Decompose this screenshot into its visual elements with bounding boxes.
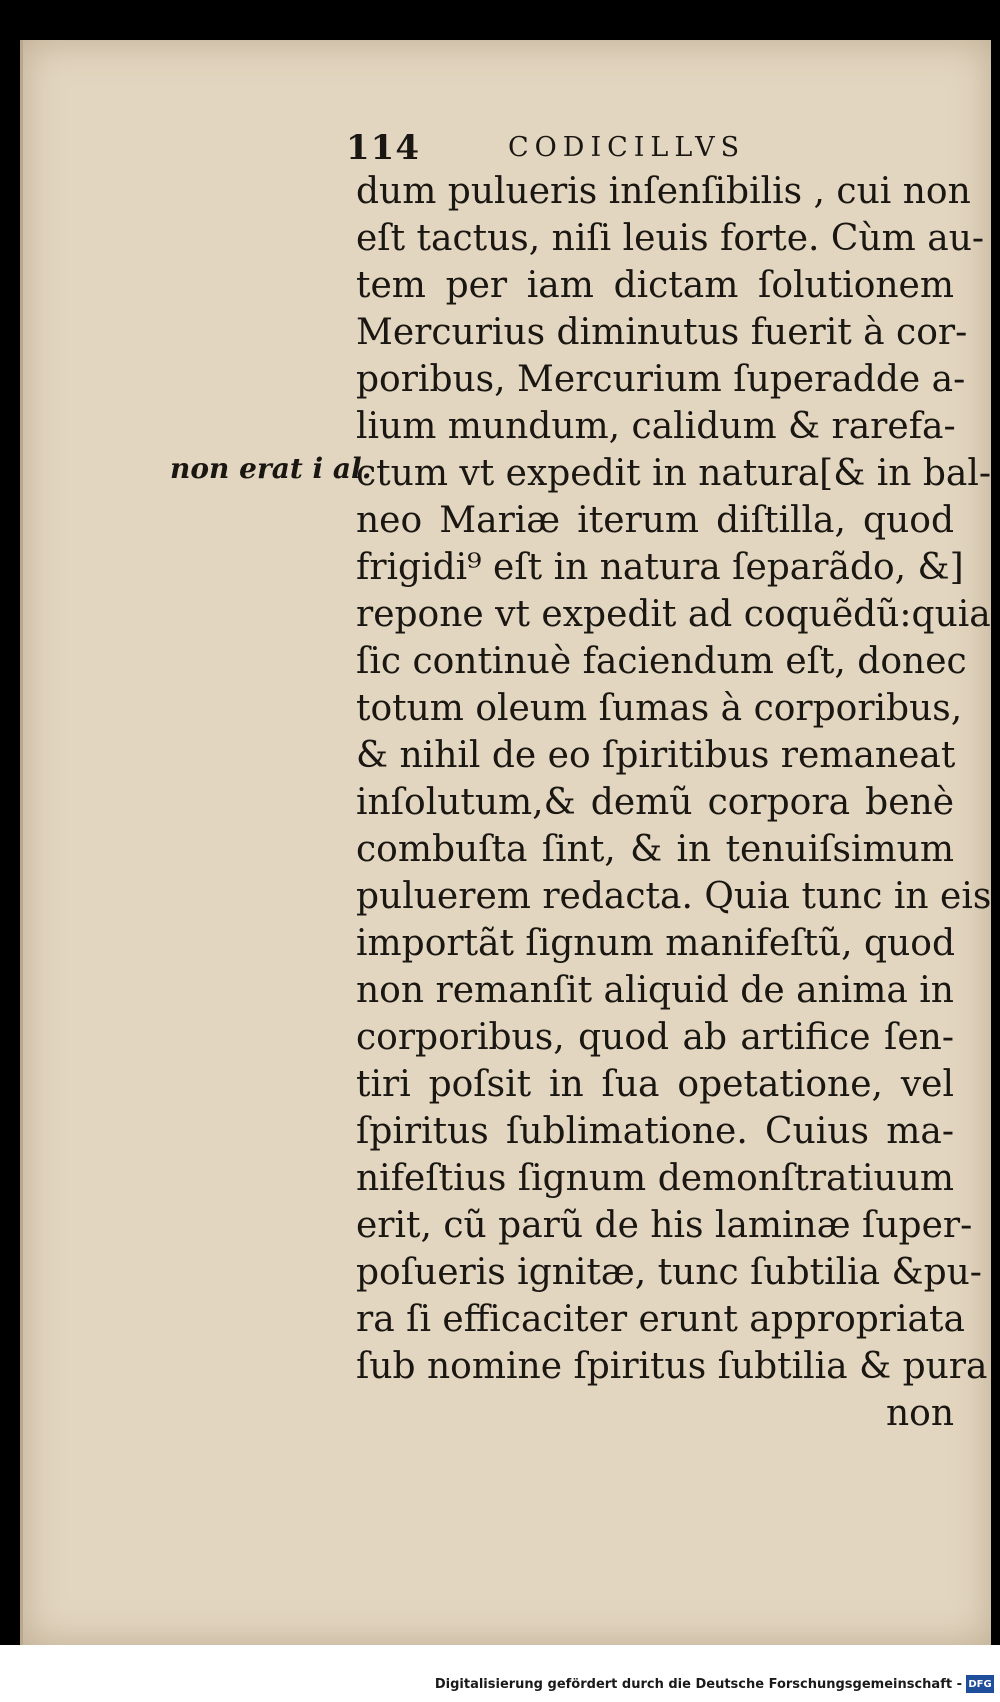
funding-credit: Digitalisierung gefördert durch die Deutsche Forschungsgemeinschaft -	[434, 1677, 962, 1692]
text-line: poribus, Mercurium ſuperadde a-	[356, 359, 966, 400]
text-line: neo Mariæ iterum diſtilla, quod	[356, 500, 954, 541]
text-line: inſolutum,& demũ corpora benè	[356, 782, 954, 823]
page-number: 114	[346, 128, 420, 168]
text-line: totum oleum ſumas à corporibus,	[356, 688, 963, 729]
text-line: ſic continuè faciendum eſt, donec	[356, 641, 967, 682]
text-line: dum pulueris inſenſibilis , cui non	[356, 171, 971, 212]
dfg-logo-icon: DFG	[966, 1675, 994, 1693]
body-text	[356, 168, 992, 1437]
text-line: puluerem redacta. Quia tunc in eis	[356, 876, 992, 917]
text-line: non	[885, 1393, 954, 1434]
text-line: Mercurius diminutus fuerit à cor-	[356, 312, 968, 353]
text-line: ſub nomine ſpiritus ſubtilia & pura	[356, 1346, 988, 1387]
text-line: ra ſi efficaciter erunt appropriata	[356, 1299, 965, 1340]
text-line: tem per iam dictam ſolutionem	[356, 265, 954, 306]
text-line: repone vt expedit ad coquẽdũ:quia	[356, 594, 991, 635]
page-header	[346, 128, 746, 168]
text-line: poſueris ignitæ, tunc ſubtilia &pu-	[356, 1252, 982, 1293]
text-line: tiri poſsit in ſua opetatione, vel	[356, 1064, 954, 1105]
footer-bar	[0, 1645, 1000, 1702]
text-line: nifeſtius ſignum demonſtratiuum	[356, 1158, 954, 1199]
text-line: non remanſit aliquid de anima in	[356, 970, 954, 1011]
running-title: CODICILLVS	[508, 132, 746, 163]
text-line: ſpiritus ſublimatione. Cuius ma-	[356, 1111, 954, 1152]
text-line: lium mundum, calidum & rarefa-	[356, 406, 956, 447]
marginal-note: non erat i al.	[170, 452, 372, 485]
text-line: ctum vt expedit in natura[& in bal-	[356, 453, 992, 494]
text-line: erit, cũ parũ de his laminæ ſuper-	[356, 1205, 973, 1246]
text-line: importãt ſignum manifeſtũ, quod	[356, 923, 955, 964]
text-line: corporibus, quod ab artifice ſen-	[356, 1017, 954, 1058]
text-line: combuſta ſint, & in tenuiſsimum	[356, 829, 954, 870]
text-line: frigidi⁹ eſt in natura ſeparãdo, &]	[356, 547, 964, 588]
text-line: & nihil de eo ſpiritibus remaneat	[356, 735, 956, 776]
text-line: eſt tactus, niſi leuis forte. Cùm au-	[356, 218, 985, 259]
